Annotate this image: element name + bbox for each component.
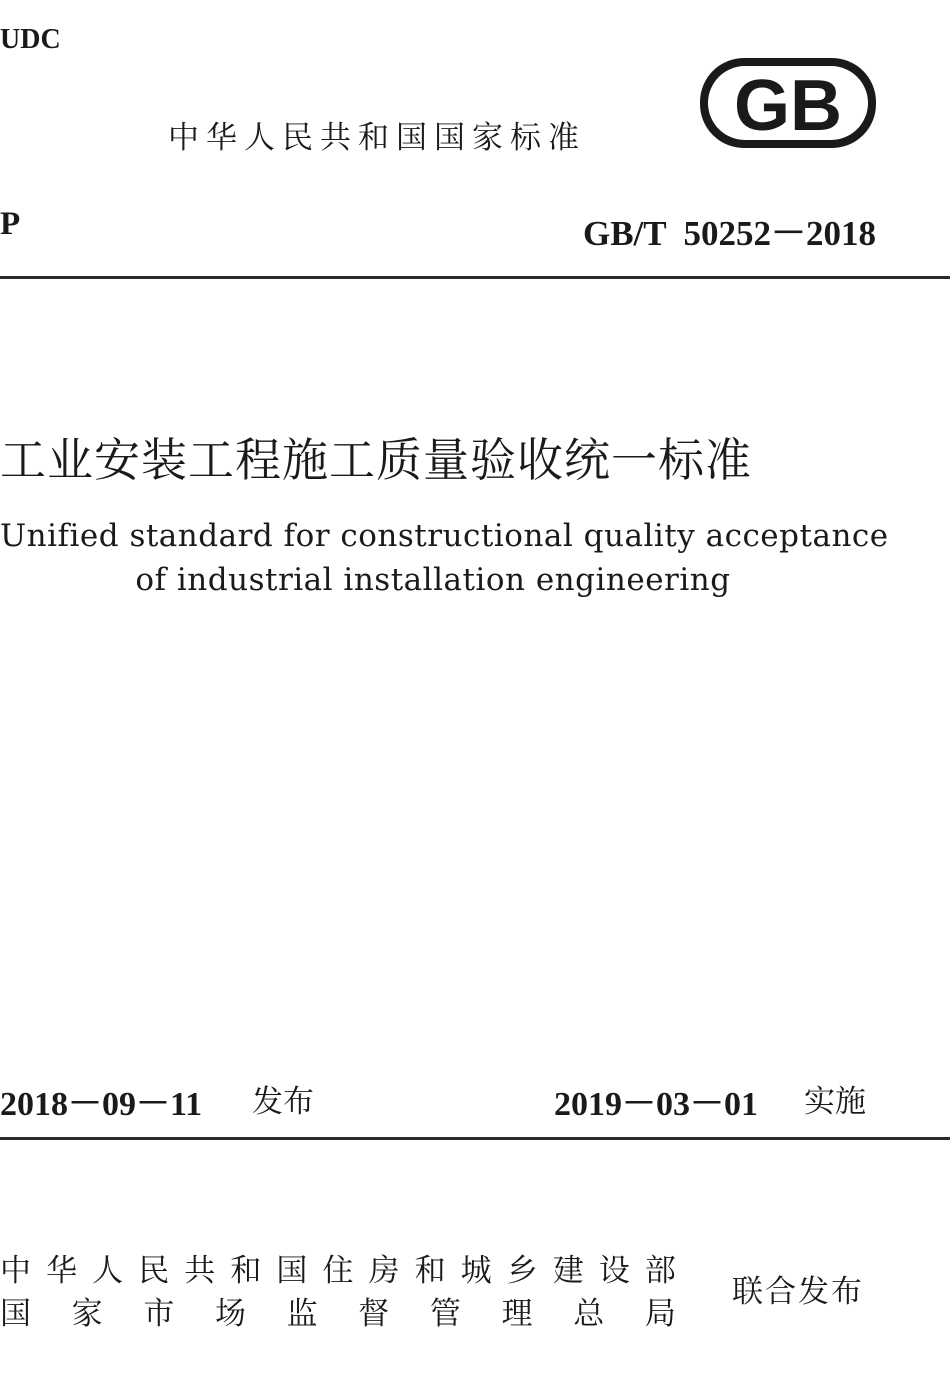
issuer-char: 市 [143, 1296, 175, 1332]
issuer-char: 督 [358, 1296, 390, 1332]
national-standard-label: 中华人民共和国国家标准 [168, 120, 586, 156]
issuer-market-admin [0, 1288, 676, 1333]
title-en-line1: Unified standard for constructional quality acceptance [0, 518, 889, 554]
issuer-char: 建 [552, 1253, 584, 1289]
title-cn: 工业安装工程施工质量验收统一标准 [0, 433, 752, 487]
issuer-char: 住 [322, 1253, 354, 1289]
issuer-char: 和 [414, 1253, 446, 1289]
implement-date: 2019－03－01 [554, 1086, 758, 1123]
issuer-char: 管 [429, 1296, 461, 1332]
issuer-char: 城 [460, 1253, 492, 1289]
issuer-char: 场 [214, 1296, 246, 1332]
title-en-line2: of industrial installation engineering [135, 562, 731, 598]
implement-label: 实施 [804, 1084, 866, 1120]
issuer-char: 房 [368, 1253, 400, 1289]
issuer-char: 中 [0, 1253, 31, 1289]
top-divider [0, 276, 950, 279]
udc-label: UDC [0, 24, 61, 55]
issuer-char: 理 [501, 1296, 533, 1332]
issuer-char: 华 [46, 1253, 78, 1289]
issuer-char: 局 [644, 1296, 676, 1332]
issuer-char: 设 [598, 1253, 630, 1289]
category-code: P [0, 206, 21, 242]
issuer-char: 民 [138, 1253, 170, 1289]
issuer-char: 监 [286, 1296, 318, 1332]
issuer-char: 总 [573, 1296, 605, 1332]
issuer-char: 家 [71, 1296, 103, 1332]
issuer-char: 国 [0, 1296, 31, 1332]
issuer-char: 乡 [506, 1253, 538, 1289]
joint-issue-label: 联合发布 [732, 1274, 864, 1310]
issue-label: 发布 [252, 1084, 314, 1120]
issuer-char: 共 [184, 1253, 216, 1289]
issue-date: 2018－09－11 [0, 1086, 203, 1123]
issuer-char: 人 [92, 1253, 124, 1289]
issuer-char: 和 [230, 1253, 262, 1289]
bottom-divider [0, 1137, 950, 1140]
standard-number: GB/T 50252－2018 [582, 214, 876, 253]
issuer-ministry [0, 1245, 676, 1290]
gb-logo-text: GB [734, 66, 842, 146]
gb-logo [698, 56, 878, 150]
issuer-char: 国 [276, 1253, 308, 1289]
issuer-char: 部 [644, 1253, 676, 1289]
